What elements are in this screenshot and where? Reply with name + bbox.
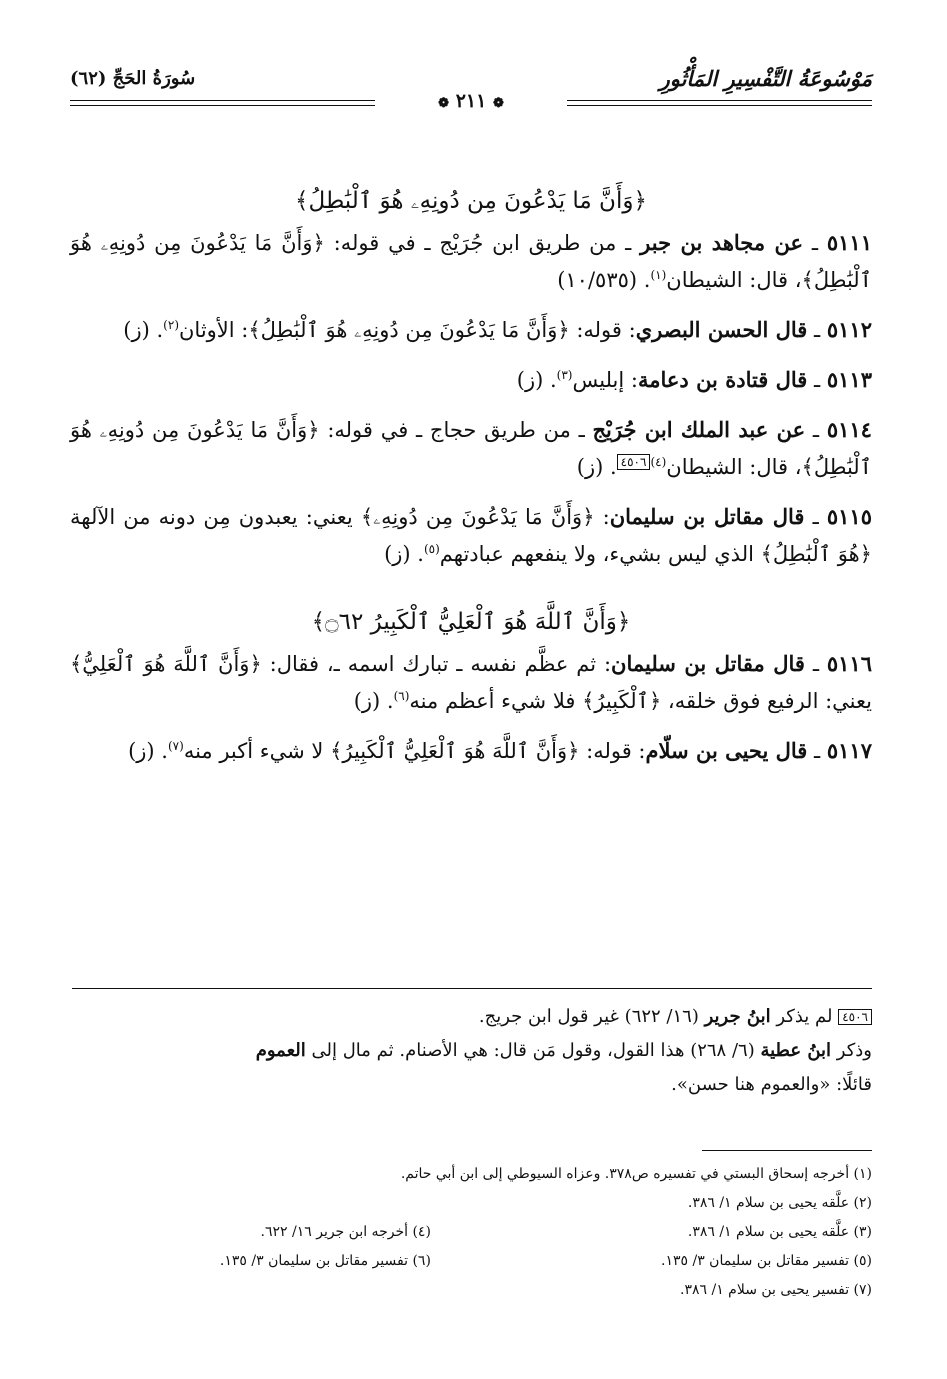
- note-text: (١٦/ ٦٢٢) غير قول ابن جريج.: [478, 1006, 699, 1027]
- entry-number: ٥١١١: [826, 230, 872, 255]
- entry-text: : قوله: ﴿وَأَنَّ ٱللَّهَ هُوَ ٱلْعَلِيُّ ٱلْكَبِيرُ﴾ لا شيء أكبر منه: [183, 739, 646, 763]
- page-number: [416, 90, 526, 112]
- ayah-heading: ﴿وَأَنَّ ٱللَّهَ هُوَ ٱلْعَلِيُّ ٱلْكَبِيرُ ۝٦٢﴾: [311, 609, 631, 635]
- dash: ـ: [814, 318, 821, 342]
- narrator-name: قال قتادة بن دعامة: [637, 367, 808, 392]
- page-header: [70, 64, 872, 120]
- entry-51117: [70, 732, 872, 770]
- entry-51114: [70, 411, 872, 486]
- dash: ـ: [814, 739, 821, 763]
- footnote-columns: [70, 1160, 872, 1305]
- footnote-separator: [702, 1150, 872, 1151]
- entry-51112: [70, 311, 872, 349]
- dash: ـ: [812, 505, 819, 529]
- note-line-2: [70, 1034, 872, 1068]
- entry-number: ٥١١٣: [826, 367, 872, 392]
- emphasis-word: العموم: [255, 1040, 306, 1061]
- entry-tail: . (ز): [384, 542, 424, 566]
- footnotes: [70, 1160, 872, 1305]
- dash: ـ: [814, 368, 821, 392]
- footnote-column-right: [400, 1160, 872, 1305]
- entry-text: ـ من طريق ابن جُرَيْج ـ في قوله: ﴿وَأَنَّ مَا يَدْعُونَ مِن دُونِهِۦ هُوَ ٱلْبَٰطِلُ﴾، قال: الشيطان: [70, 231, 872, 292]
- footnote-marker[interactable]: (١): [650, 268, 667, 282]
- entry-51116: [70, 645, 872, 720]
- main-content: [70, 178, 872, 782]
- note-line-1: [70, 1000, 872, 1034]
- footnote-6: (٦) تفسير مقاتل بن سليمان ٣/ ١٣٥.: [219, 1253, 431, 1269]
- footnote-marker[interactable]: (٤): [650, 455, 667, 469]
- dash: ـ: [812, 652, 819, 676]
- entry-number: ٥١١٧: [826, 738, 872, 763]
- footnote-marker[interactable]: (٧): [167, 739, 184, 753]
- entry-tail: . (ز): [123, 318, 164, 342]
- ornament-icon: ❁: [492, 96, 504, 111]
- entry-51111: [70, 224, 872, 299]
- entry-text: : ﴿وَأَنَّ مَا يَدْعُونَ مِن دُونِهِۦ﴾ يعني: يعبدون مِن دونه من الآلهة ﴿هُوَ ٱلْبَٰطِلُ﴾ الذي ليس بشيء، ولا ينفعهم عبادتهم: [70, 505, 872, 566]
- entry-text: : ثم عظَّم نفسه ـ تبارك اسمه ـ، فقال: ﴿وَأَنَّ ٱللَّهَ هُوَ ٱلْعَلِيُّ﴾ يعني: الرفيع فوق خلقه، ﴿ٱلْكَبِيرُ﴾ فلا شيء أعظم منه: [70, 652, 872, 713]
- entry-tail: . (ز): [353, 689, 394, 713]
- note-text: (٦/ ٢٦٨) هذا القول، وقول مَن قال: هي الأصنام. ثم مال إلى: [311, 1040, 755, 1061]
- footnote-3: (٣) علَّقه يحيى بن سلام ١/ ٣٨٦.: [687, 1224, 872, 1240]
- entry-tail: . (١٠/٥٣٥): [557, 268, 651, 292]
- narrator-name: قال مقاتل بن سليمان: [611, 651, 805, 676]
- entry-text: : قوله: ﴿وَأَنَّ مَا يَدْعُونَ مِن دُونِهِۦ هُوَ ٱلْبَٰطِلُ﴾: الأوثان: [179, 318, 636, 342]
- commentary-note: [70, 1000, 872, 1102]
- page-number-value: ٢١١: [455, 90, 487, 112]
- ayah-heading: ﴿وَأَنَّ مَا يَدْعُونَ مِن دُونِهِۦ هُوَ ٱلْبَٰطِلُ﴾: [295, 188, 647, 214]
- scholar-name: ابنُ جرير: [704, 1006, 771, 1027]
- note-line-3: قائلًا: «والعموم هنا حسن».: [671, 1074, 872, 1095]
- entry-text: : إبليس: [572, 368, 638, 392]
- narrator-name: عن عبد الملك ابن جُرَيْج: [592, 417, 806, 442]
- footnote-marker[interactable]: (٢): [163, 318, 179, 332]
- entry-number: ٥١١٦: [826, 651, 872, 676]
- header-rule-left: [70, 100, 375, 106]
- entry-number: ٥١١٤: [826, 417, 872, 442]
- entry-tail: . (ز): [128, 739, 168, 763]
- footnote-marker[interactable]: (٣): [556, 368, 573, 382]
- footnote-1: (١) أخرجه إسحاق البستي في تفسيره ص٣٧٨. وعزاه السيوطي إلى ابن أبي حاتم.: [400, 1166, 872, 1182]
- commentary-box-ref[interactable]: ٤٥٠٦: [838, 1009, 872, 1025]
- entry-tail: . (ز): [576, 455, 617, 479]
- footnote-5: (٥) تفسير مقاتل بن سليمان ٣/ ١٣٥.: [661, 1253, 872, 1269]
- footnote-2: (٢) علَّقه يحيى بن سلام ١/ ٣٨٦.: [687, 1195, 872, 1211]
- entry-number: ٥١١٥: [826, 504, 872, 529]
- footnote-7: (٧) تفسير يحيى بن سلام ١/ ٣٨٦.: [680, 1282, 872, 1298]
- footnote-4: (٤) أخرجه ابن جرير ١٦/ ٦٢٢.: [260, 1224, 431, 1240]
- note-text: لم يذكر: [776, 1006, 833, 1027]
- entry-number: ٥١١٢: [826, 317, 872, 342]
- header-rule-right: [567, 100, 872, 106]
- entry-text: ـ من طريق حجاج ـ في قوله: ﴿وَأَنَّ مَا يَدْعُونَ مِن دُونِهِۦ هُوَ ٱلْبَٰطِلُ﴾، قال: الشيطان: [70, 418, 872, 479]
- narrator-name: قال مقاتل بن سليمان: [609, 504, 805, 529]
- entry-51113: [70, 361, 872, 399]
- footnote-marker[interactable]: (٥): [423, 542, 440, 556]
- note-separator: [72, 988, 872, 989]
- narrator-name: قال يحيى بن سلّام: [645, 738, 808, 763]
- dash: ـ: [811, 231, 819, 255]
- commentary-box-ref[interactable]: ٤٥٠٦: [617, 454, 651, 470]
- narrator-name: عن مجاهد بن جبر: [640, 230, 804, 255]
- narrator-name: قال الحسن البصري: [635, 317, 808, 342]
- footnote-marker[interactable]: (٦): [393, 689, 410, 703]
- scholar-name: ابنُ عطية: [760, 1040, 832, 1061]
- surah-title: سُورَةُ الحَجِّ (٦٢): [70, 68, 196, 89]
- entry-tail: . (ز): [516, 368, 557, 392]
- footnote-column-left: [70, 1160, 431, 1305]
- ornament-icon: ❁: [438, 96, 450, 111]
- entry-51115: [70, 498, 872, 573]
- book-title: مَوْسُوعَةُ التَّفْسِيرِ المَأْثُورِ: [659, 66, 872, 91]
- note-text: وذكر: [836, 1040, 872, 1061]
- dash: ـ: [812, 418, 820, 442]
